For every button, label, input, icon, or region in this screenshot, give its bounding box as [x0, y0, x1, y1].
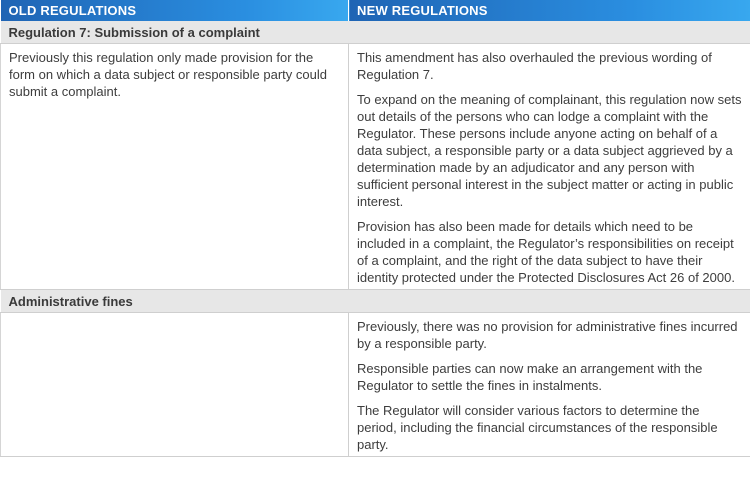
section-heading-row: [1, 21, 750, 44]
old-regulation-cell: [1, 44, 349, 290]
table-row: [1, 313, 750, 457]
column-header-new: NEW REGULATIONS: [349, 0, 750, 21]
old-regulation-cell: [1, 313, 349, 457]
new-paragraph: The Regulator will consider various factors to determine the period, including the financial circumstances of the responsible party.: [357, 403, 718, 452]
table-header-row: [1, 0, 750, 21]
new-paragraph: To expand on the meaning of complainant, this regulation now sets out details of the persons who can lodge a complaint with the Regulator. These persons include anyone acting on behalf of a data subject, a responsible party or a data subject aggrieved by a determination made by an adjudicator and any person with sufficient personal interest in the subject matter or acting in public interest.: [357, 92, 742, 209]
new-regulation-cell: [349, 44, 750, 290]
table-row: [1, 44, 750, 290]
new-paragraph: Previously, there was no provision for administrative fines incurred by a responsible party.: [357, 319, 738, 351]
section-title-administrative-fines: Administrative fines: [1, 290, 750, 313]
new-paragraph: This amendment has also overhauled the previous wording of Regulation 7.: [357, 50, 712, 82]
new-paragraph: Provision has also been made for details which need to be included in a complaint, the Regulator’s responsibilities on receipt of a complaint, and the right of the data subject to have their identity protected under the Protected Disclosures Act 26 of 2000.: [357, 219, 735, 285]
column-header-old: OLD REGULATIONS: [1, 0, 349, 21]
section-title-regulation-7: Regulation 7: Submission of a complaint: [1, 21, 750, 44]
old-paragraph: Previously this regulation only made provision for the form on which a data subject or responsible party could submit a complaint.: [9, 50, 327, 99]
new-paragraph: Responsible parties can now make an arrangement with the Regulator to settle the fines in instalments.: [357, 361, 703, 393]
new-regulation-cell: [349, 313, 750, 457]
section-heading-row: [1, 290, 750, 313]
